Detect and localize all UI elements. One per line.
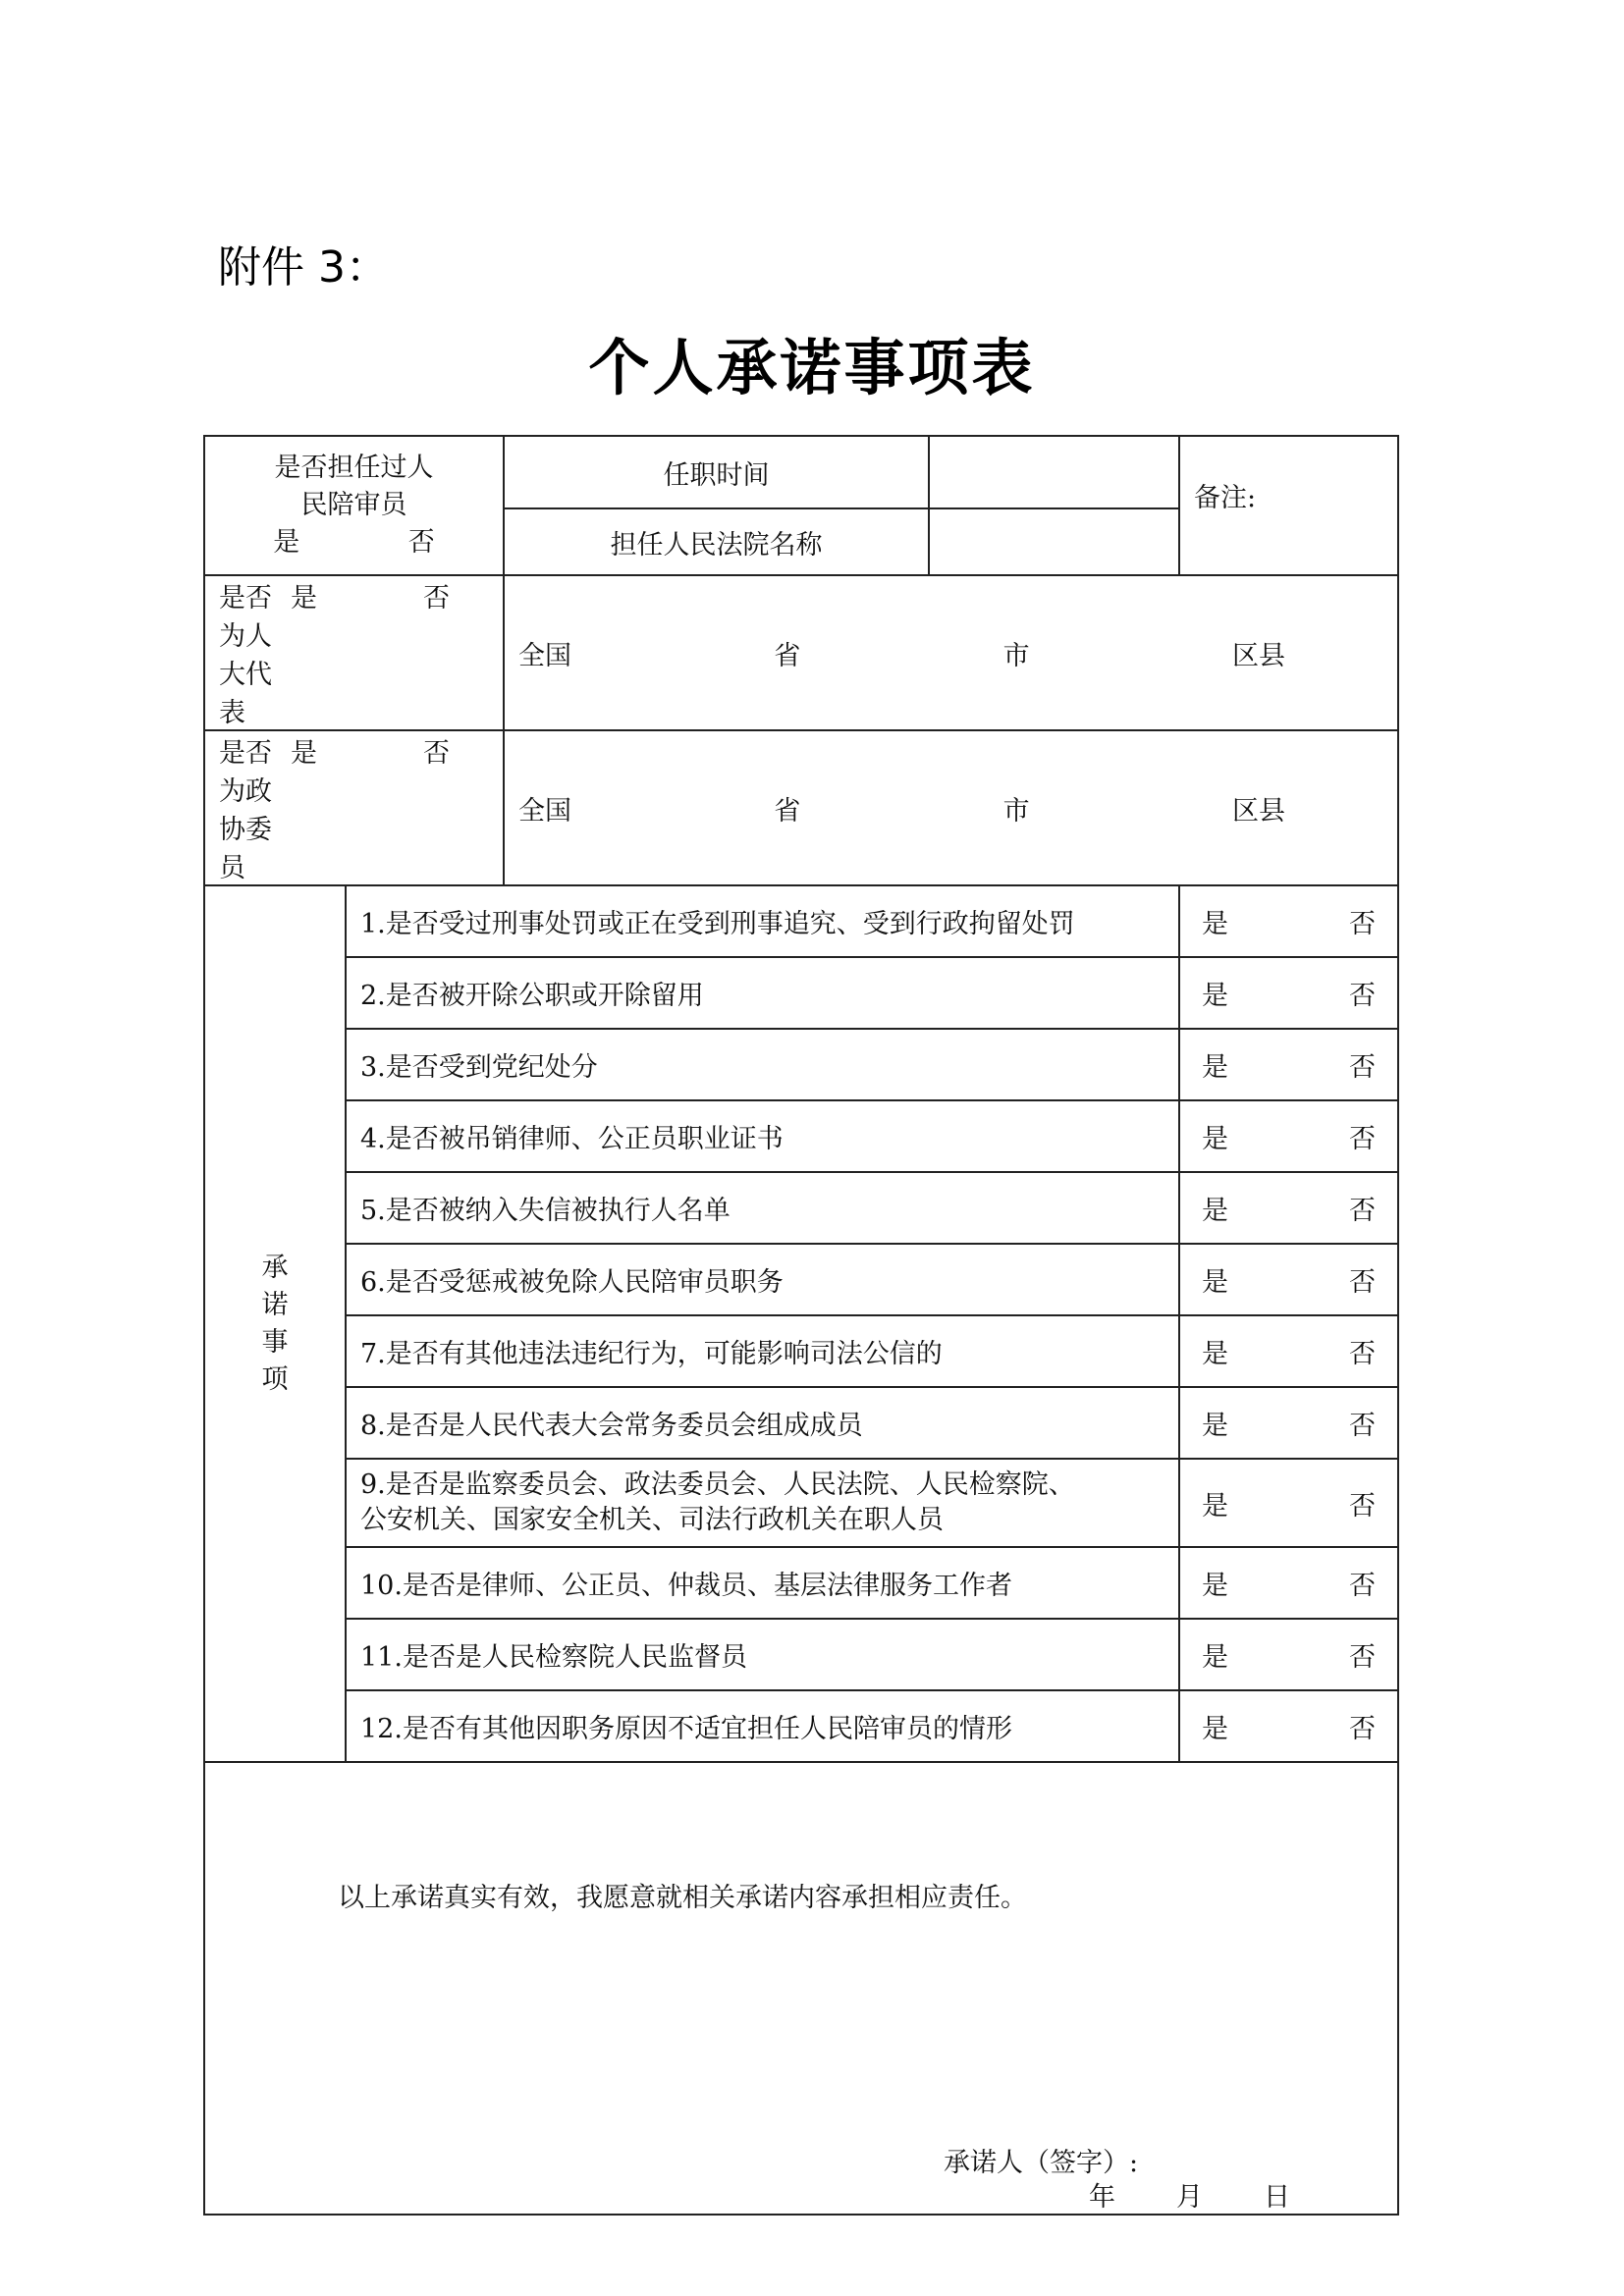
yes-option[interactable]: 是 xyxy=(1202,909,1228,939)
answer-cell[interactable] xyxy=(1179,1029,1398,1100)
commitment-item xyxy=(346,1459,1179,1547)
commitment-item: 11.是否是人民检察院人民监督员 xyxy=(346,1619,1179,1690)
yes-option[interactable]: 是 xyxy=(1202,1339,1228,1369)
yes-option[interactable]: 是 xyxy=(1202,1490,1228,1522)
yes-option[interactable]: 是 xyxy=(1202,1196,1228,1226)
npc-level-national[interactable]: 全国 xyxy=(518,640,571,671)
cppcc-yes[interactable]: 是 xyxy=(291,738,317,769)
commitment-form-table xyxy=(203,435,1399,2216)
no-option[interactable]: 否 xyxy=(1349,981,1376,1011)
answer-cell[interactable] xyxy=(1179,1315,1398,1387)
cppcc-level-cell[interactable] xyxy=(504,730,1398,885)
page-title: 个人承诺事项表 xyxy=(588,332,1036,403)
commitment-item: 12.是否有其他因职务原因不适宜担任人民陪审员的情形 xyxy=(346,1690,1179,1762)
npc-level-cell[interactable] xyxy=(504,575,1398,730)
commitment-items-label: 承 诺 事 项 xyxy=(204,885,346,1762)
commitment-item-line1: 9.是否是监察委员会、政法委员会、人民法院、人民检察院、 xyxy=(360,1469,1075,1500)
cppcc-no[interactable]: 否 xyxy=(423,738,450,769)
cppcc-label: 是否为政协委员 xyxy=(219,738,272,883)
cppcc-level-province[interactable]: 省 xyxy=(774,795,801,827)
no-option[interactable]: 否 xyxy=(1349,1339,1376,1369)
answer-cell[interactable] xyxy=(1179,1387,1398,1459)
npc-cell xyxy=(204,575,504,730)
commitment-item: 6.是否受惩戒被免除人民陪审员职务 xyxy=(346,1244,1179,1315)
yes-option[interactable]: 是 xyxy=(1202,1642,1228,1673)
served-question-cell xyxy=(204,436,504,575)
answer-cell[interactable] xyxy=(1179,1547,1398,1619)
answer-cell[interactable] xyxy=(1179,885,1398,957)
no-option[interactable]: 否 xyxy=(1349,1196,1376,1226)
no-option[interactable]: 否 xyxy=(1349,1642,1376,1673)
yes-option[interactable]: 是 xyxy=(1202,981,1228,1011)
npc-yes[interactable]: 是 xyxy=(291,583,317,614)
yes-option[interactable]: 是 xyxy=(1202,1267,1228,1298)
yes-option[interactable]: 是 xyxy=(1202,1411,1228,1441)
date-month: 月 xyxy=(1176,2182,1203,2213)
yes-option[interactable]: 是 xyxy=(1202,1124,1228,1154)
npc-level-district[interactable]: 区县 xyxy=(1231,640,1285,671)
tenure-field[interactable] xyxy=(929,436,1179,508)
served-yes[interactable]: 是 xyxy=(273,527,300,558)
pledge-statement: 以上承诺真实有效，我愿意就相关承诺内容承担相应责任。 xyxy=(338,1883,1027,1913)
answer-cell[interactable] xyxy=(1179,1244,1398,1315)
pledge-section xyxy=(204,1762,1398,2215)
signature-date[interactable] xyxy=(1089,2175,1290,2214)
served-question-line2: 民陪审员 xyxy=(300,490,407,520)
answer-cell[interactable] xyxy=(1179,1100,1398,1172)
attachment-label: 附件 3： xyxy=(218,242,389,293)
no-option[interactable]: 否 xyxy=(1349,1490,1376,1522)
npc-level-province[interactable]: 省 xyxy=(774,640,801,671)
commitment-item: 4.是否被吊销律师、公正员职业证书 xyxy=(346,1100,1179,1172)
date-year: 年 xyxy=(1089,2182,1115,2213)
yes-option[interactable]: 是 xyxy=(1202,1714,1228,1744)
served-no[interactable]: 否 xyxy=(407,527,435,558)
no-option[interactable]: 否 xyxy=(1349,1411,1376,1441)
no-option[interactable]: 否 xyxy=(1349,1052,1376,1083)
commitment-item: 1.是否受过刑事处罚或正在受到刑事追究、受到行政拘留处罚 xyxy=(346,885,1179,957)
npc-no[interactable]: 否 xyxy=(423,583,450,614)
signer-label[interactable]: 承诺人（签字）: xyxy=(944,2148,1139,2178)
cppcc-level-national[interactable]: 全国 xyxy=(518,795,571,827)
no-option[interactable]: 否 xyxy=(1349,1124,1376,1154)
answer-cell[interactable] xyxy=(1179,957,1398,1029)
tenure-label: 任职时间 xyxy=(504,436,929,508)
court-name-label: 担任人民法院名称 xyxy=(504,508,929,575)
served-yes-no[interactable] xyxy=(219,524,489,561)
answer-cell[interactable] xyxy=(1179,1690,1398,1762)
answer-cell[interactable] xyxy=(1179,1172,1398,1244)
commitment-item: 7.是否有其他违法违纪行为，可能影响司法公信的 xyxy=(346,1315,1179,1387)
cppcc-cell xyxy=(204,730,504,885)
answer-cell[interactable] xyxy=(1179,1459,1398,1547)
yes-option[interactable]: 是 xyxy=(1202,1052,1228,1083)
commitment-item-line2: 公安机关、国家安全机关、司法行政机关在职人员 xyxy=(360,1505,944,1535)
no-option[interactable]: 否 xyxy=(1349,909,1376,939)
npc-label: 是否为人大代表 xyxy=(219,583,272,728)
yes-option[interactable]: 是 xyxy=(1202,1571,1228,1601)
commitment-item: 10.是否是律师、公正员、仲裁员、基层法律服务工作者 xyxy=(346,1547,1179,1619)
court-name-field[interactable] xyxy=(929,508,1179,575)
served-question-line1: 是否担任过人 xyxy=(274,453,434,483)
commitment-item: 3.是否受到党纪处分 xyxy=(346,1029,1179,1100)
commitment-item: 8.是否是人民代表大会常务委员会组成成员 xyxy=(346,1387,1179,1459)
cppcc-level-district[interactable]: 区县 xyxy=(1231,795,1285,827)
no-option[interactable]: 否 xyxy=(1349,1571,1376,1601)
remarks-label: 备注: xyxy=(1194,483,1257,513)
npc-level-city[interactable]: 市 xyxy=(1002,640,1030,671)
remarks-cell[interactable] xyxy=(1179,436,1398,575)
commitment-item: 5.是否被纳入失信被执行人名单 xyxy=(346,1172,1179,1244)
no-option[interactable]: 否 xyxy=(1349,1714,1376,1744)
answer-cell[interactable] xyxy=(1179,1619,1398,1690)
date-day: 日 xyxy=(1264,2182,1290,2213)
commitment-item: 2.是否被开除公职或开除留用 xyxy=(346,957,1179,1029)
cppcc-level-city[interactable]: 市 xyxy=(1002,795,1030,827)
no-option[interactable]: 否 xyxy=(1349,1267,1376,1298)
